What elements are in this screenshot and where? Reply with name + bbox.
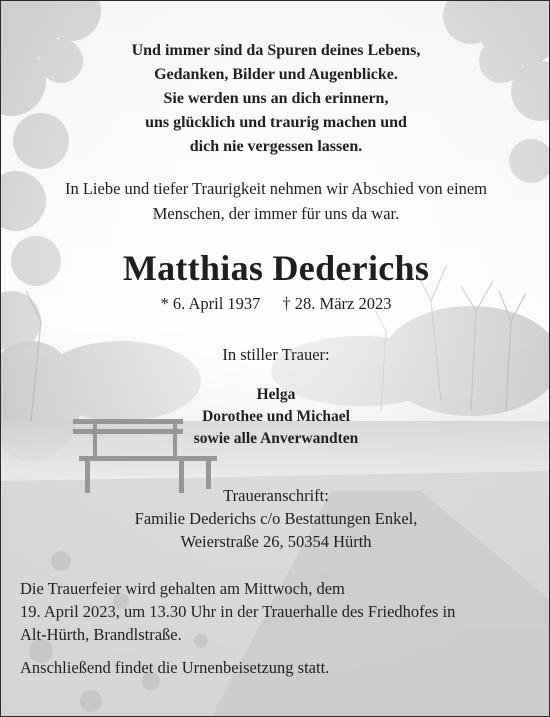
mourner-name: Helga (256, 386, 296, 403)
farewell-intro (1, 176, 550, 226)
deceased-name: Matthias Dederichs (122, 248, 430, 288)
address-line: Weierstraße 26, 50354 Hürth (180, 532, 372, 551)
poem-line: Gedanken, Bilder und Augenblicke. (154, 66, 398, 83)
poem-line: dich nie vergessen lassen. (189, 138, 363, 155)
funeral-line: Alt-Hürth, Brandlstraße. (20, 625, 182, 644)
urn-burial-note: Anschließend findet die Urnenbeisetzung statt. (20, 658, 330, 677)
poem-line: Sie werden uns an dich erinnern, (163, 90, 389, 107)
mourner-name: sowie alle Anverwandten (193, 430, 359, 447)
address-label: Traueranschrift: (223, 486, 329, 505)
mourner-name: Dorothee und Michael (202, 408, 350, 425)
birth-date: * 6. April 1937 (160, 294, 261, 313)
address-line: Familie Dederichs c/o Bestattungen Enkel, (134, 509, 418, 528)
poem-line: Und immer sind da Spuren deines Lebens, (131, 42, 421, 59)
funeral-line: 19. April 2023, um 13.30 Uhr in der Trauerhalle des Friedhofes in (20, 602, 456, 621)
memorial-poem (1, 39, 550, 159)
funeral-info (20, 577, 540, 679)
life-dates (1, 292, 550, 316)
mourners-list (1, 384, 550, 450)
mourning-address (1, 484, 550, 553)
notice-text (1, 1, 550, 717)
intro-line: In Liebe und tiefer Traurigkeit nehmen wir Abschied von einem (64, 179, 488, 198)
poem-line: uns glücklich und traurig machen und (145, 114, 407, 131)
intro-line: Menschen, der immer für uns da war. (152, 204, 400, 223)
death-date: † 28. März 2023 (282, 294, 392, 313)
mourning-heading: In stiller Trauer: (222, 345, 330, 364)
funeral-line: Die Trauerfeier wird gehalten am Mittwoch, dem (20, 579, 345, 598)
